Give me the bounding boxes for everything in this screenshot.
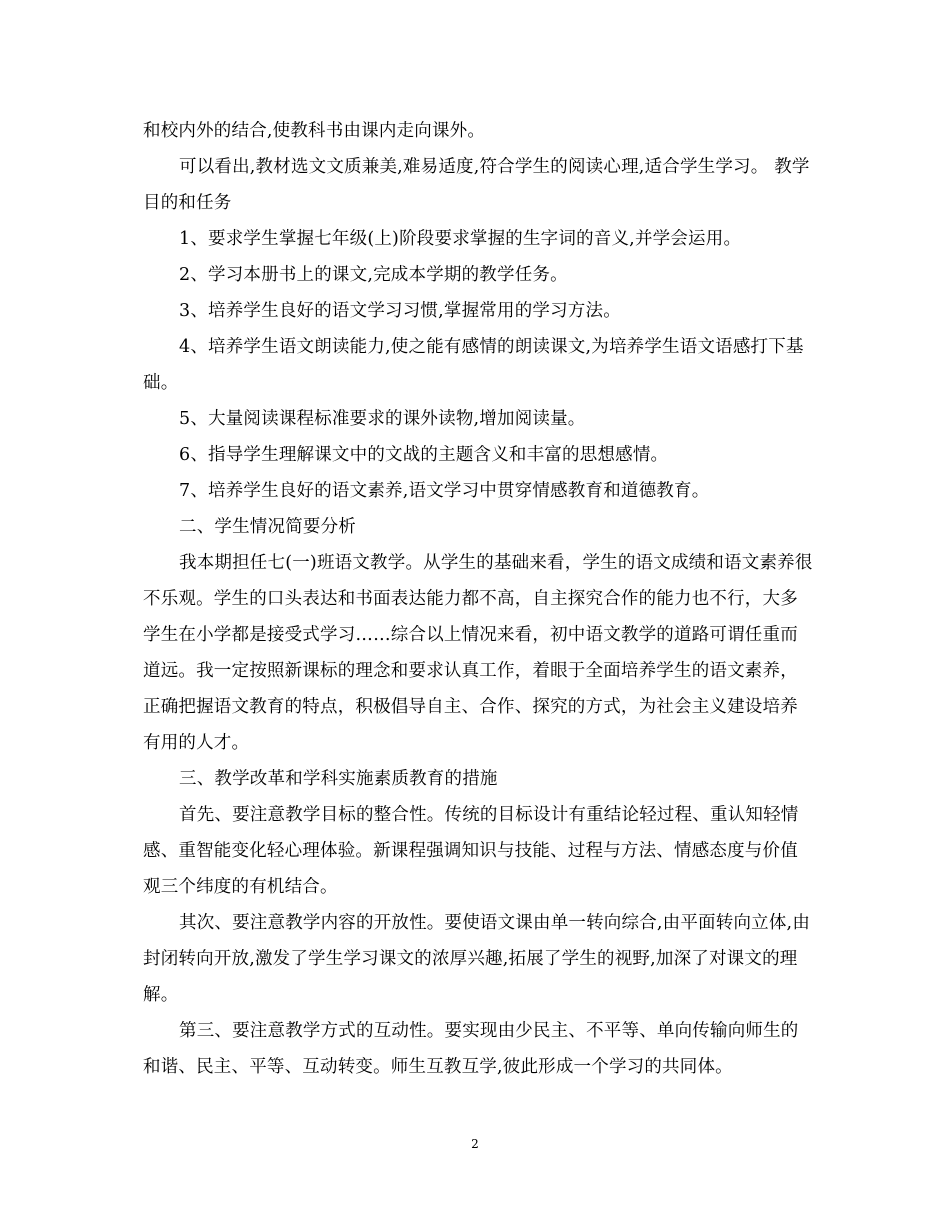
paragraph-measure-third: 第三、要注意教学方式的互动性。要实现由少民主、不平等、单向传输向师生的和谐、民主、平等、互动转变。师生互教互学,彼此形成一个学习的共同体。 [143,1021,799,1077]
goal-item-2: 2、学习本册书上的课文,完成本学期的教学任务。 [179,265,568,285]
goal-item-4: 4、培养学生语文朗读能力,使之能有感情的朗读课文,为培养学生语文语感打下基础。 [143,337,804,393]
goal-item-6: 6、指导学生理解课文中的文战的主题含义和丰富的思想感情。 [179,445,669,465]
section-heading-reform-measures: 三、教学改革和学科实施素质教育的措施 [179,769,498,789]
paragraph-measure-first: 首先、要注意教学目标的整合性。传统的目标设计有重结论轻过程、重认知轻情感、重智能变化轻心理体验。新课程强调知识与技能、过程与方法、情感态度与价值观三个纬度的有机结合。 [143,805,799,897]
page-number: 2 [471,1137,479,1151]
body-text [143,113,815,1085]
goal-item-5: 5、大量阅读课程标准要求的课外读物,增加阅读量。 [179,409,586,429]
goal-item-1: 1、要求学生掌握七年级(上)阶段要求掌握的生字词的音义,并学会运用。 [179,229,742,249]
goal-item-3: 3、培养学生良好的语文学习习惯,掌握常用的学习方法。 [179,301,621,321]
paragraph-measure-second: 其次、要注意教学内容的开放性。要使语文课由单一转向综合,由平面转向立体,由封闭转向开放,激发了学生学习课文的浓厚兴趣,拓展了学生的视野,加深了对课文的理解。 [143,913,811,1005]
paragraph-continuation: 和校内外的结合,使教科书由课内走向课外。 [143,121,486,141]
paragraph-textbook-summary: 可以看出,教材选文文质兼美,难易适度,符合学生的阅读心理,适合学生学习。 教学目的和任务 [143,157,810,213]
paragraph-student-analysis: 我本期担任七(一)班语文教学。从学生的基础来看，学生的语文成绩和语文素养很不乐观。学生的口头表达和书面表达能力都不高，自主探究合作的能力也不行，大多学生在小学都是接受式学习……综合以上情况来看，初中语文教学的道路可谓任重而道远。我一定按照新课标的理念和要求认真工作，着眼于全面培养学生的语文素养，正确把握语文教育的特点，积极倡导自主、合作、探究的方式，为社会主义建设培养有用的人才。 [143,553,813,753]
section-heading-student-analysis: 二、学生情况简要分析 [179,517,356,537]
goal-item-7: 7、培养学生良好的语文素养,语文学习中贯穿情感教育和道德教育。 [179,481,710,501]
